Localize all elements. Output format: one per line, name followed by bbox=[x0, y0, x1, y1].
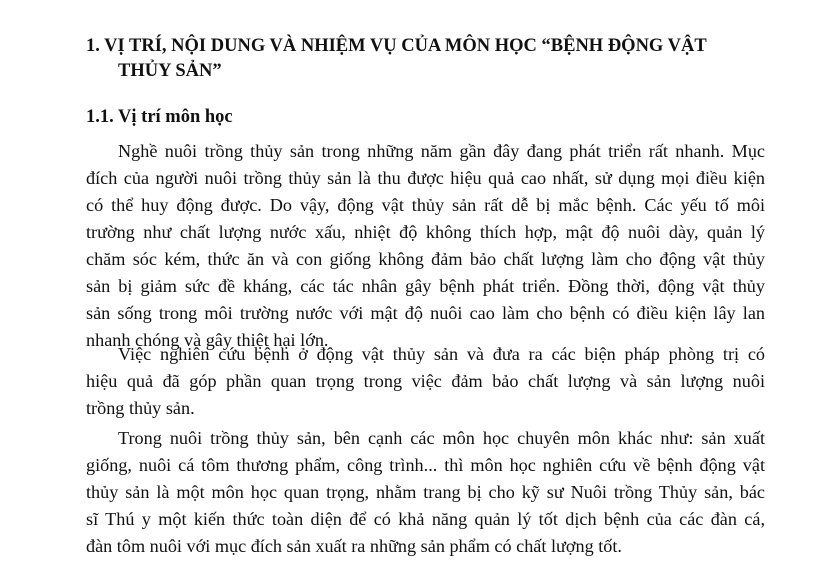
text-line: sĩ Thú y một kiến thức toàn diện để có khả năng quản lý tốt dịch bệnh của các đàn cá, bbox=[86, 509, 765, 529]
chapter-heading-line-1: 1. VỊ TRÍ, NỘI DUNG VÀ NHIỆM VỤ CỦA MÔN HỌC “BỆNH ĐỘNG VẬT bbox=[86, 36, 707, 56]
text-line: trường như chất lượng nước xấu, nhiệt độ không thích hợp, mật độ nuôi dày, quản lý bbox=[86, 222, 765, 242]
text-line: Trong nuôi trồng thủy sản, bên cạnh các môn học chuyên môn khác như: sản xuất bbox=[118, 428, 765, 448]
paragraph-2 bbox=[86, 341, 765, 422]
chapter-heading bbox=[86, 34, 826, 84]
text-line: giống, nuôi cá tôm thương phẩm, công trình... thì môn học nghiên cứu về bệnh động vật bbox=[86, 455, 765, 475]
text-line: Nghề nuôi trồng thủy sản trong những năm gần đây đang phát triển rất nhanh. Mục bbox=[118, 141, 765, 161]
text-line: sản sống trong môi trường nước với mật độ nuôi cao làm cho bệnh có điều kiện lây lan bbox=[86, 303, 765, 323]
text-line: sản bị giảm sức đề kháng, các tác nhân gây bệnh phát triển. Đồng thời, động vật thủy bbox=[86, 276, 765, 296]
text-line: có thể huy động được. Do vậy, động vật thủy sản rất dễ bị mắc bệnh. Các yếu tố môi bbox=[86, 195, 765, 215]
text-line: Việc nghiên cứu bệnh ở động vật thủy sản và đưa ra các biện pháp phòng trị có bbox=[118, 344, 765, 364]
text-line: đàn tôm nuôi với mục đích sản xuất ra những sản phẩm có chất lượng tốt. bbox=[86, 536, 622, 556]
text-line: hiệu quả đã góp phần quan trọng trong việc đảm bảo chất lượng và sản lượng nuôi bbox=[86, 371, 765, 391]
text-line: đích của người nuôi trồng thủy sản là thu được hiệu quả cao nhất, sử dụng mọi điều kiện bbox=[86, 168, 765, 188]
paragraph-3 bbox=[86, 425, 765, 560]
text-line: trồng thủy sản. bbox=[86, 398, 195, 418]
chapter-heading-line-2: THỦY SẢN” bbox=[118, 61, 222, 81]
text-line: nhanh chóng và gây thiệt hại lớn. bbox=[86, 330, 329, 350]
text-line: thủy sản là một môn học quan trọng, nhằm trang bị cho kỹ sư Nuôi trồng Thủy sản, bác bbox=[86, 482, 765, 502]
text-line: chăm sóc kém, thức ăn và con giống không đảm bảo chất lượng làm cho động vật thủy bbox=[86, 249, 765, 269]
section-heading: 1.1. Vị trí môn học bbox=[86, 107, 233, 127]
paragraph-1 bbox=[86, 138, 765, 354]
